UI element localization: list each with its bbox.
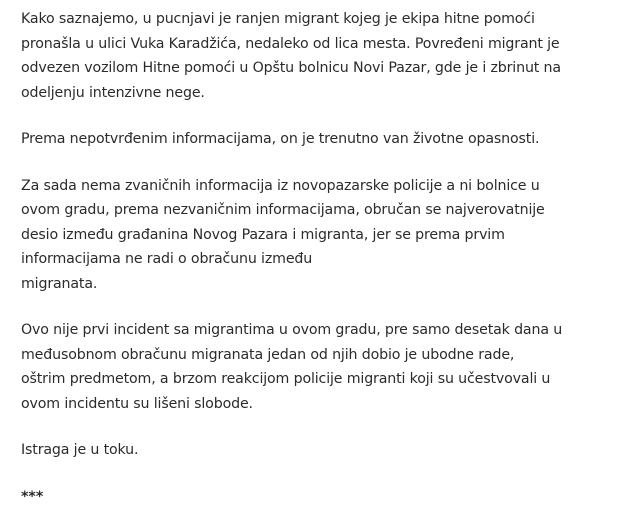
paragraph-3: Za sada nema zvaničnih informacija iz novopazarske policije a ni bolnice u ovom gradu, prema nezvaničnim informacijama, obručan se najverovatnije desio između građanina Novog Pazara i migranta, jer se prema prvim informacijama ne radi o obračunu između migranata. — [21, 177, 545, 292]
paragraph-5: Istraga je u toku. — [21, 442, 139, 458]
paragraph-1: Kako saznajemo, u pucnjavi je ranjen migrant kojeg je ekipa hitne pomoći pronašla u ulici Vuka Karadžića, nedaleko od lica mesta. Povređeni migrant je odvezen vozilom Hitne pomoći u Opštu bolnicu Novi Pazar, gde je i zbrinut na odeljenju intenzivne nege. — [21, 11, 561, 101]
section-separator: *** — [21, 488, 44, 505]
paragraph-2: Prema nepotvrđenim informacijama, on je trenutno van životne opasnosti. — [21, 131, 540, 147]
article-body — [21, 7, 601, 531]
paragraph-4: Ovo nije prvi incident sa migrantima u ovom gradu, pre samo desetak dana u međusobnom obračunu migranata jedan od njih dobio je ubodne rade, oštrim predmetom, a brzom reakcijom policije migranti koji su učestvovali u ovom incidentu su lišeni slobode. — [21, 322, 563, 412]
